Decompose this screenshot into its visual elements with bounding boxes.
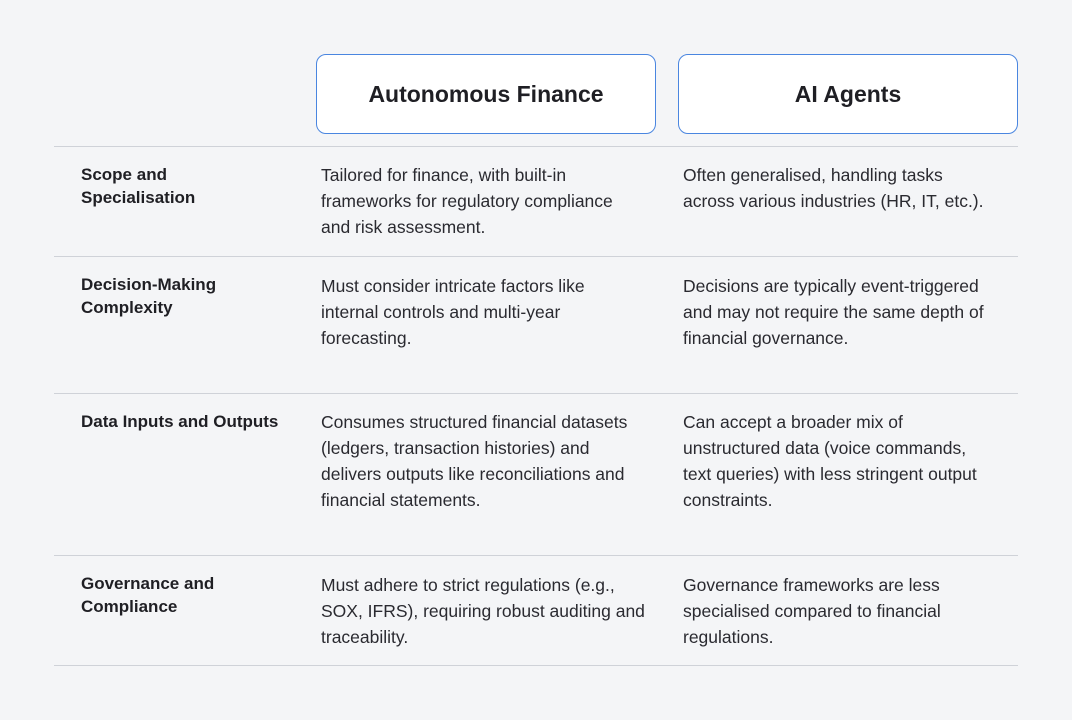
row-label-governance: Governance and Compliance xyxy=(81,574,215,616)
row-divider xyxy=(54,393,1018,394)
row-divider xyxy=(54,555,1018,556)
row-label-scope: Scope and Specialisation xyxy=(81,165,196,207)
finance-cell-decision-making: Must consider intricate factors like internal controls and multi-year forecasting. xyxy=(321,276,585,348)
column-header-autonomous-finance: Autonomous Finance xyxy=(316,54,656,134)
agents-cell-decision-making: Decisions are typically event-triggered and may not require the same depth of financial governance. xyxy=(683,276,984,348)
row-label-decision-making: Decision-Making Complexity xyxy=(81,275,217,317)
finance-cell-governance: Must adhere to strict regulations (e.g., SOX, IFRS), requiring robust auditing and traceability. xyxy=(321,575,645,647)
agents-cell-data-inputs: Can accept a broader mix of unstructured data (voice commands, text queries) with less stringent output constraints. xyxy=(683,412,977,510)
agents-cell-governance: Governance frameworks are less specialised compared to financial regulations. xyxy=(683,575,941,647)
row-divider xyxy=(54,256,1018,257)
finance-cell-scope: Tailored for finance, with built-in frameworks for regulatory compliance and risk assessment. xyxy=(321,165,613,237)
column-header-ai-agents: AI Agents xyxy=(678,54,1018,134)
row-label-data-inputs: Data Inputs and Outputs xyxy=(81,412,279,431)
row-divider xyxy=(54,146,1018,147)
row-divider xyxy=(54,665,1018,666)
finance-cell-data-inputs: Consumes structured financial datasets (ledgers, transaction histories) and delivers outputs like reconciliations and financial statements. xyxy=(321,412,628,510)
agents-cell-scope: Often generalised, handling tasks across various industries (HR, IT, etc.). xyxy=(683,165,984,211)
